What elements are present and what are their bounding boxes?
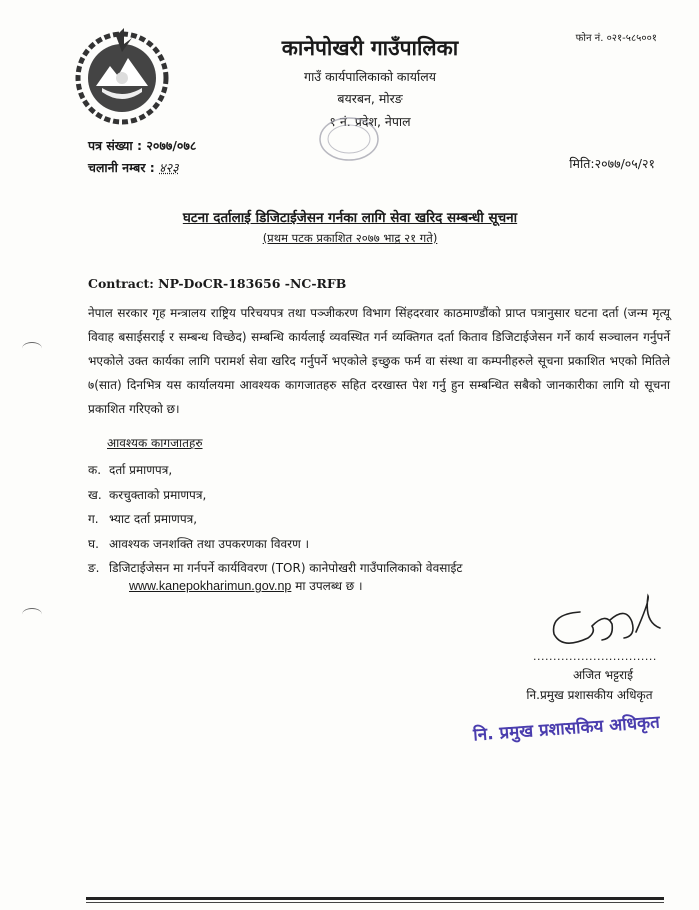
documents-heading: आवश्यक कागजातहरु bbox=[107, 436, 203, 450]
notice-body: नेपाल सरकार गृह मन्त्रालय राष्ट्रिय परिचयपत्र तथा पञ्जीकरण विभाग सिंहदरवार काठमाण्डौंको प्राप्त पत्रानुसार घटना दर्ता (जन्म मृत्यू विवाह बसाईसराई र सम्बन्ध विच्छेद) सम्बन्धि कार्यलाई व्यवस्थित गर्न व्यक्तिगत दर्ता किताव डिजिटाईजेसन गर्ने कार्य सञ्चालन गर्नुपर्ने भएकोले उक्त कार्यका लागि परामर्श सेवा खरिद गर्नुपर्ने भएकोले इच्छुक फर्म वा संस्था वा कम्पनीहरुले सूचना प्रकाशित भएको मितिले ७(सात) दिनभित्र यस कार्यालयमा आवश्यक कागजातहरु सहित दरखास्त पेश गर्नु हुन सम्बन्धित सबैको जानकारीका लागि यो सूचना प्रकाशित गरिएको छ। bbox=[88, 306, 670, 416]
footer-rule-thin bbox=[86, 902, 664, 903]
list-item bbox=[88, 532, 658, 557]
list-marker: ग. bbox=[88, 512, 99, 526]
signer-title: नि.प्रमुख प्रशासकीय अधिकृत bbox=[526, 688, 653, 702]
letter-number-label: पत्र संख्या : bbox=[88, 138, 142, 153]
dispatch-number-value: ४२३ bbox=[159, 160, 179, 175]
list-item bbox=[88, 483, 658, 508]
office-province: १ नं. प्रदेश, नेपाल bbox=[329, 114, 411, 129]
notice-subtitle: (प्रथम पटक प्रकाशित २०७७ भाद्र २१ गते) bbox=[262, 231, 438, 245]
list-marker: घ. bbox=[88, 536, 99, 551]
footer-rule bbox=[86, 897, 664, 900]
list-text: आवश्यक जनशक्ति तथा उपकरणका विवरण । bbox=[109, 536, 310, 551]
list-marker: ङ. bbox=[88, 561, 100, 575]
office-name: गाउँ कार्यपालिकाको कार्यालय bbox=[304, 69, 436, 84]
phone-number: फोन नं. ०२१-५८५००१ bbox=[575, 33, 657, 44]
website-suffix: मा उपलब्ध छ । bbox=[291, 579, 363, 593]
handwritten-signature bbox=[540, 592, 670, 652]
list-text: दर्ता प्रमाणपत्र, bbox=[109, 463, 173, 477]
notice-title: घटना दर्तालाई डिजिटाईजेसन गर्नका लागि सेवा खरिद सम्बन्धी सूचना bbox=[182, 210, 518, 226]
signature-line: ............................... bbox=[533, 650, 657, 663]
dispatch-number-label: चलानी नम्बर : bbox=[88, 160, 155, 175]
letter-number bbox=[88, 137, 196, 154]
municipality-emblem bbox=[72, 26, 172, 126]
margin-mark bbox=[22, 342, 42, 355]
list-marker: क. bbox=[88, 463, 102, 477]
contract-number: Contract: NP-DoCR-183656 -NC-RFB bbox=[88, 276, 347, 291]
website-link[interactable]: www.kanepokharimun.gov.np bbox=[129, 579, 292, 593]
list-item bbox=[88, 507, 658, 532]
org-name: कानेपोखरी गाउँपालिका bbox=[281, 36, 459, 60]
list-item bbox=[88, 458, 658, 483]
office-location: बयरबन, मोरङ bbox=[337, 91, 403, 106]
list-marker: ख. bbox=[88, 487, 102, 502]
office-seal-stamp bbox=[318, 116, 380, 162]
signer-name: अजित भट्टराई bbox=[572, 668, 634, 682]
margin-mark bbox=[22, 608, 42, 621]
documents-list bbox=[88, 458, 658, 581]
website-line bbox=[129, 577, 363, 594]
letter-date: मिति:२०७७/०५/२१ bbox=[569, 156, 655, 171]
list-text: करचुक्ताको प्रमाणपत्र, bbox=[109, 487, 207, 502]
list-text: भ्याट दर्ता प्रमाणपत्र, bbox=[109, 512, 198, 526]
letter-number-value: २०७७/०७८ bbox=[146, 138, 197, 153]
list-text: डिजिटाईजेसन मा गर्नपर्ने कार्यविवरण (TOR) कानेपोखरी गाउँपालिकाको वेवसाईट bbox=[109, 561, 463, 575]
designation-stamp: नि. प्रमुख प्रशासकिय अधिकृत bbox=[472, 712, 661, 746]
dispatch-number bbox=[88, 159, 179, 176]
